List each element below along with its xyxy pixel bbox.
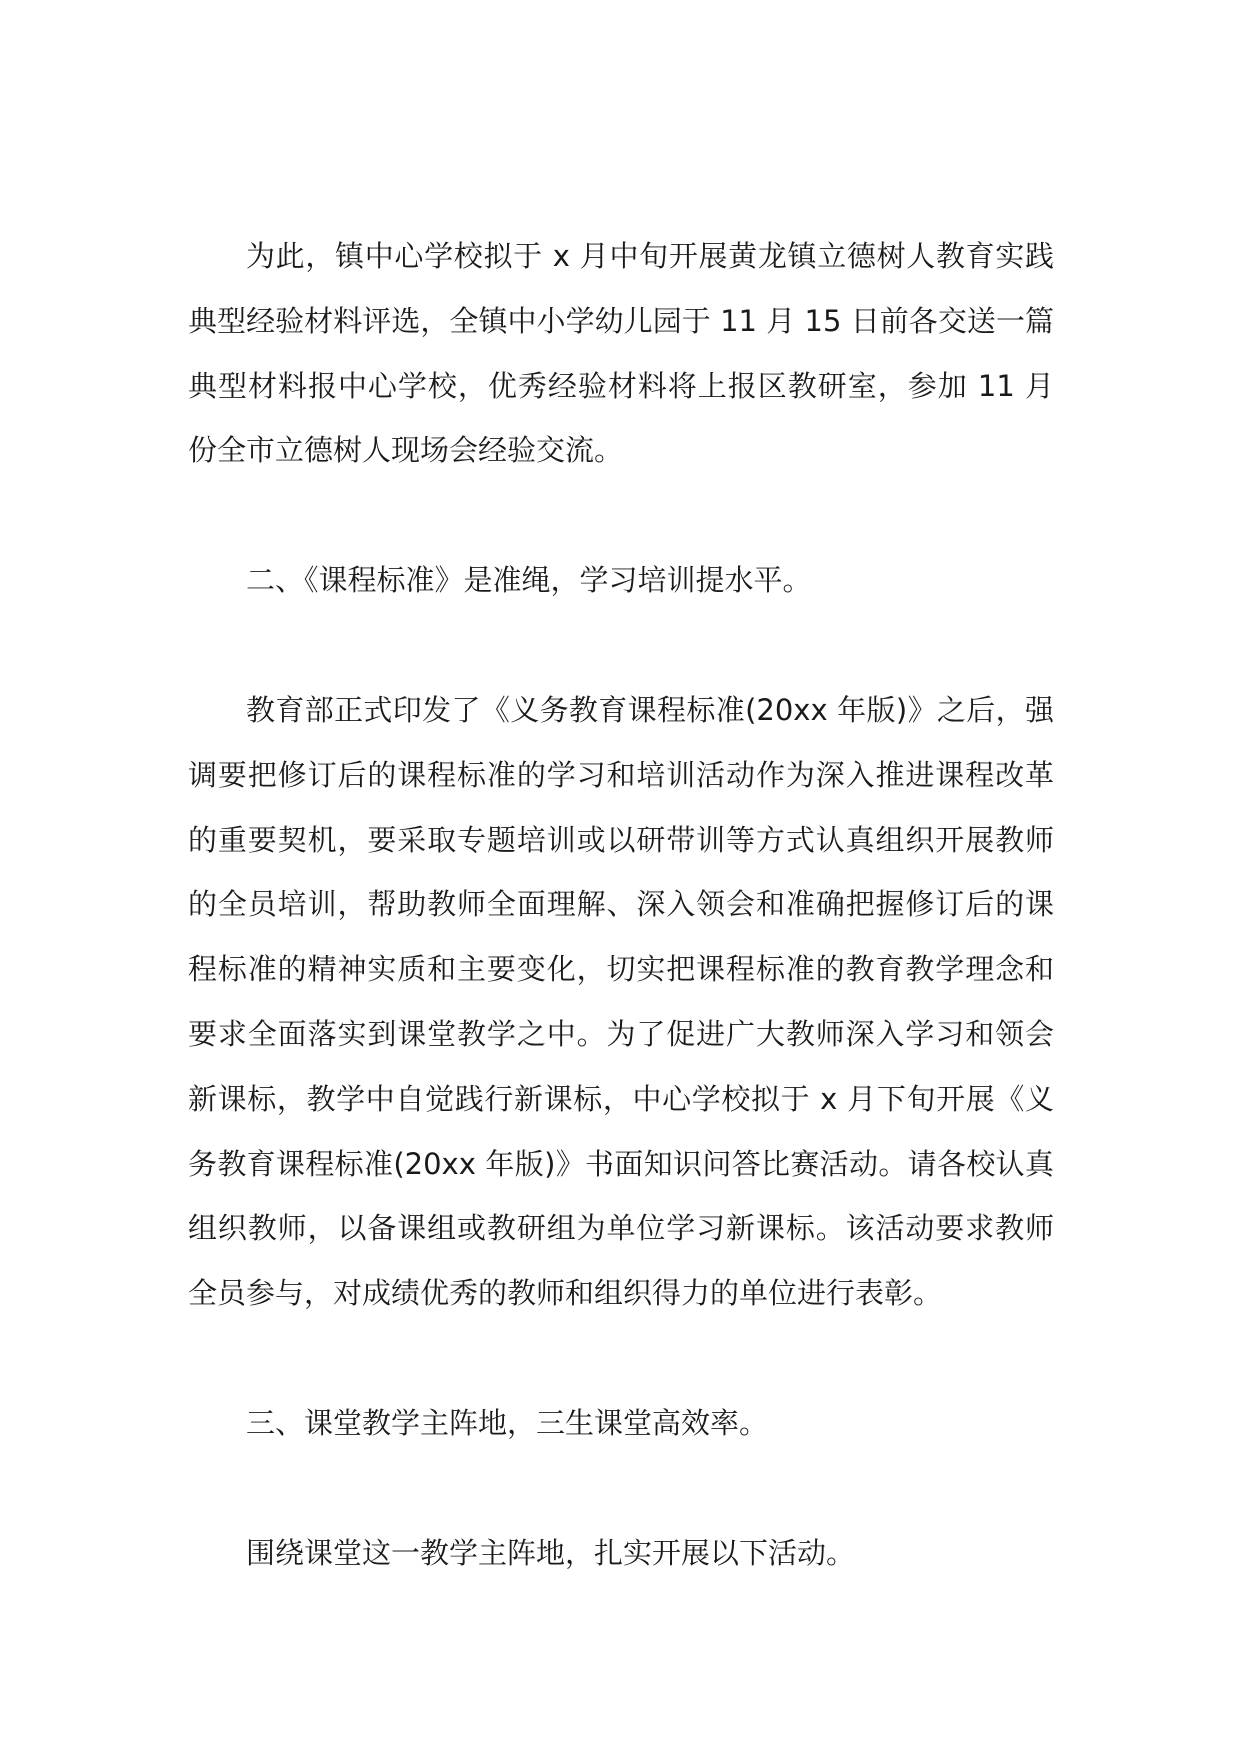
paragraph-classroom-activities: 围绕课堂这一教学主阵地，扎实开展以下活动。 xyxy=(246,1535,856,1570)
paragraph-curriculum-standards: 教育部正式印发了《义务教育课程标准(20xx 年版)》之后，强调要把修订后的课程标准的学习和培训活动作为深入推进课程改革的重要契机，要采取专题培训或以研带训等方式认真组织开展教师的全员培训，帮助教师全面理解、深入领会和准确把握修订后的课程标准的精神实质和主要变化，切实把课程标准的教育教学理念和要求全面落实到课堂教学之中。为了促进广大教师深入学习和领会新课标，教学中自觉践行新课标，中心学校拟于 x 月下旬开展《义务教育课程标准(20xx 年版)》书面知识问答比赛活动。请各校认真组织教师，以备课组或教研组为单位学习新课标。该活动要求教师全员参与，对成绩优秀的教师和组织得力的单位进行表彰。 xyxy=(188,692,1054,1311)
paragraph-spacer xyxy=(188,1326,1054,1391)
paragraph-spacer xyxy=(188,1456,1054,1521)
paragraph-selection-activity: 为此，镇中心学校拟于 x 月中旬开展黄龙镇立德树人教育实践典型经验材料评选，全镇中小学幼儿园于 11 月 15 日前各交送一篇典型材料报中心学校，优秀经验材料将上报区教研室，参加 11 月份全市立德树人现场会经验交流。 xyxy=(188,239,1054,468)
section-heading-2: 二、《课程标准》是准绳，学习培训提水平。 xyxy=(246,563,812,598)
document-body xyxy=(188,224,1054,1586)
section-heading-3: 三、课堂教学主阵地，三生课堂高效率。 xyxy=(246,1405,769,1440)
paragraph-spacer xyxy=(188,613,1054,678)
paragraph-spacer xyxy=(188,483,1054,548)
